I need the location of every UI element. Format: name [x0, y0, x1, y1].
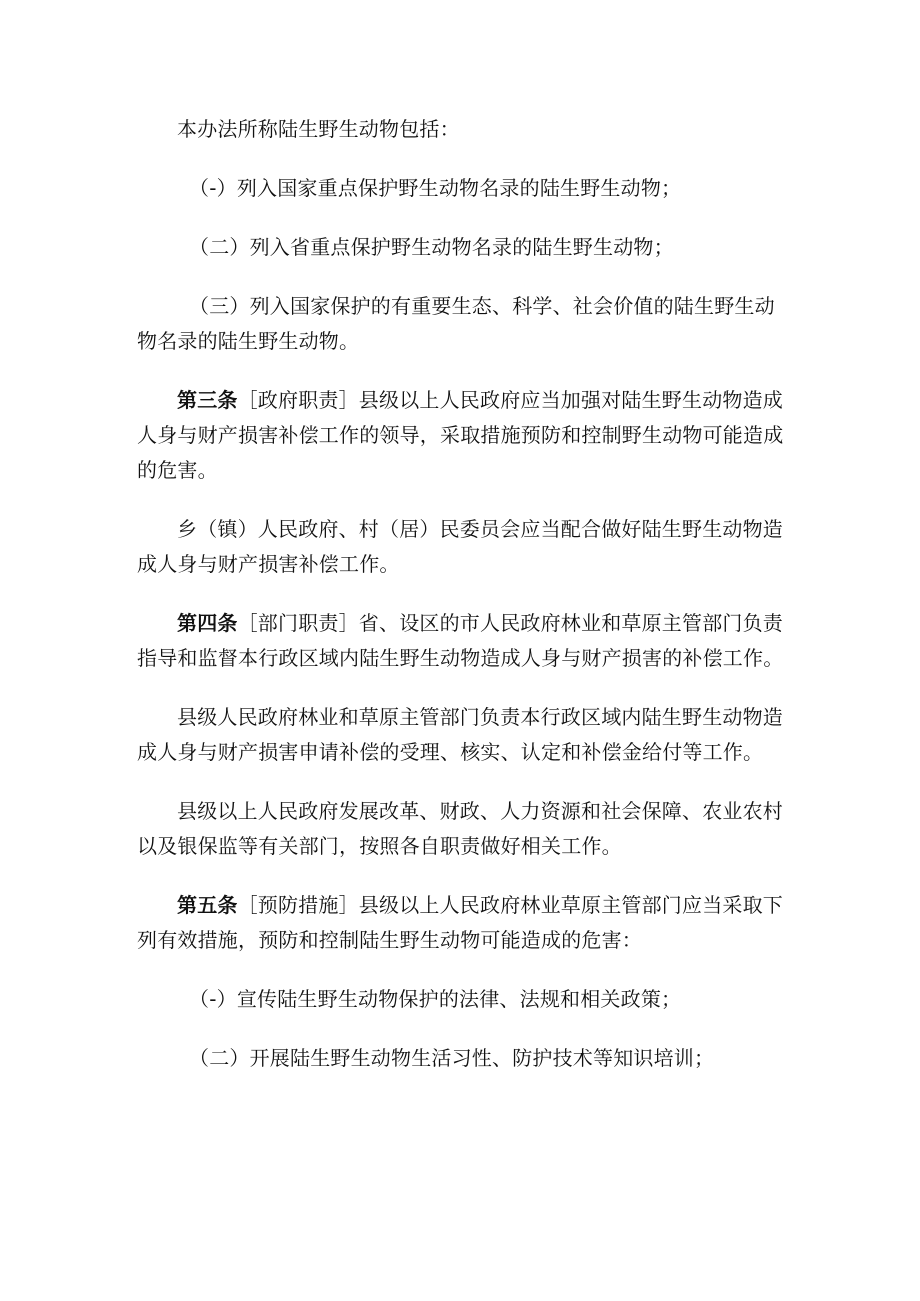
article-5-paragraph — [137, 888, 787, 958]
article-4-heading: 第四条 — [177, 611, 238, 635]
paragraph-county-forestry-duty: 县级人民政府林业和草原主管部门负责本行政区域内陆生野生动物造成人身与财产损害申请补偿的受理、核实、认定和补偿金给付等工作。 — [137, 705, 783, 764]
article-3-paragraph — [137, 383, 787, 488]
article-3-heading: 第三条 — [177, 388, 238, 412]
document-page — [137, 112, 787, 1100]
article-4-paragraph — [137, 606, 787, 676]
list-item-publicity: （-）宣传陆生野生动物保护的法律、法规和相关政策； — [189, 987, 682, 1011]
paragraph-township-duty: 乡（镇）人民政府、村（居）民委员会应当配合做好陆生野生动物造成人身与财产损害补偿工作。 — [137, 517, 783, 576]
list-item-training: （二）开展陆生野生动物生活习性、防护技术等知识培训； — [189, 1046, 715, 1070]
article-3-text: ［政府职责］县级以上人民政府应当加强对陆生野生动物造成人身与财产损害补偿工作的领导，采取措施预防和控制野生动物可能造成的危害。 — [137, 388, 784, 482]
paragraph-scope-intro: 本办法所称陆生野生动物包括： — [177, 117, 460, 141]
article-5-heading: 第五条 — [177, 893, 238, 917]
list-item-national-list: （-）列入国家重点保护野生动物名录的陆生野生动物； — [189, 176, 682, 200]
list-item-valuable-species-list: （三）列入国家保护的有重要生态、科学、社会价值的陆生野生动物名录的陆生野生动物。 — [137, 294, 775, 353]
article-5-text: ［预防措施］县级以上人民政府林业草原主管部门应当采取下列有效措施，预防和控制陆生野生动物可能造成的危害： — [137, 893, 784, 952]
list-item-provincial-list: （二）列入省重点保护野生动物名录的陆生野生动物； — [189, 235, 674, 259]
article-4-text: ［部门职责］省、设区的市人民政府林业和草原主管部门负责指导和监督本行政区域内陆生野生动物造成人身与财产损害的补偿工作。 — [137, 611, 784, 670]
paragraph-other-departments: 县级以上人民政府发展改革、财政、人力资源和社会保障、农业农村以及银保监等有关部门，按照各自职责做好相关工作。 — [137, 799, 783, 858]
